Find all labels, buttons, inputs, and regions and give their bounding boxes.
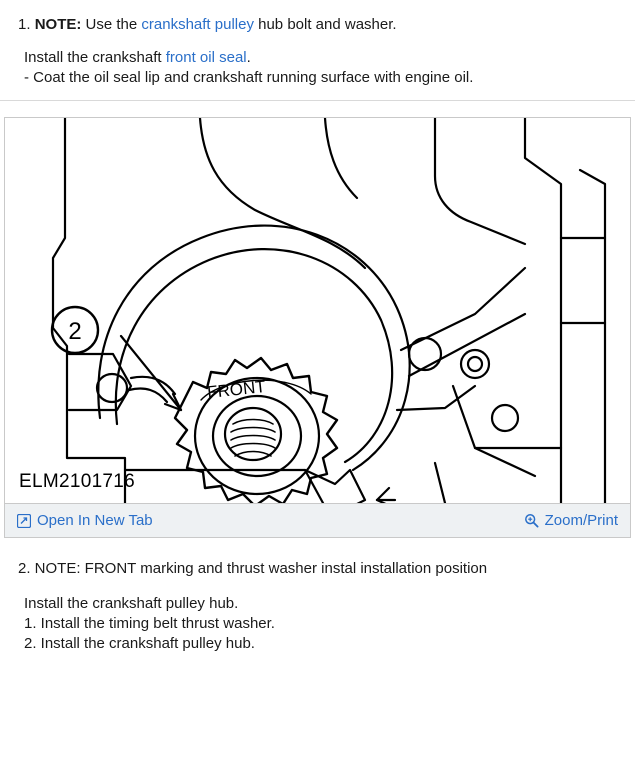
coat-oil-seal-line: - Coat the oil seal lip and crankshaft running surface with engine oil. bbox=[24, 69, 474, 86]
list-item: 2. Install the crankshaft pulley hub. bbox=[24, 635, 255, 652]
magnifier-icon bbox=[524, 513, 539, 528]
open-in-new-tab-button[interactable] bbox=[17, 512, 153, 529]
step-1-number: 1. bbox=[18, 16, 31, 33]
zoom-print-label: Zoom/Print bbox=[544, 512, 618, 529]
figure-toolbar bbox=[5, 503, 630, 537]
note-label: NOTE: bbox=[34, 16, 82, 33]
bottom-instruction-list bbox=[18, 595, 617, 652]
install-front-oil-seal-line bbox=[18, 49, 617, 66]
crankshaft-pulley-link[interactable]: crankshaft pulley bbox=[141, 16, 254, 33]
open-in-new-tab-icon bbox=[17, 514, 31, 528]
zoom-print-button[interactable] bbox=[524, 512, 618, 529]
step-1-line bbox=[18, 16, 617, 33]
bottom-text-block bbox=[0, 538, 635, 652]
front-oil-seal-link[interactable]: front oil seal bbox=[165, 49, 247, 66]
figure-caption: ELM2101716 bbox=[19, 471, 136, 492]
list-item: 1. Install the timing belt thrust washer. bbox=[24, 615, 275, 632]
front-marking-text: FRONT bbox=[206, 377, 267, 403]
install-seal-text-after: . bbox=[246, 49, 251, 66]
section-divider bbox=[0, 100, 635, 101]
top-text-block bbox=[0, 0, 635, 86]
open-in-new-tab-label: Open In New Tab bbox=[37, 512, 153, 529]
callout-2-text: 2 bbox=[68, 318, 82, 345]
figure-image bbox=[5, 118, 630, 503]
step-2-note-line: 2. NOTE: FRONT marking and thrust washer instal installation position bbox=[18, 560, 488, 577]
step-1-text-after-link: hub bolt and washer. bbox=[253, 16, 397, 33]
step-1-text-before-link: Use the bbox=[81, 16, 142, 33]
install-seal-text-before: Install the crankshaft bbox=[24, 49, 166, 66]
list-item: Install the crankshaft pulley hub. bbox=[24, 595, 239, 612]
figure-container bbox=[4, 117, 631, 538]
